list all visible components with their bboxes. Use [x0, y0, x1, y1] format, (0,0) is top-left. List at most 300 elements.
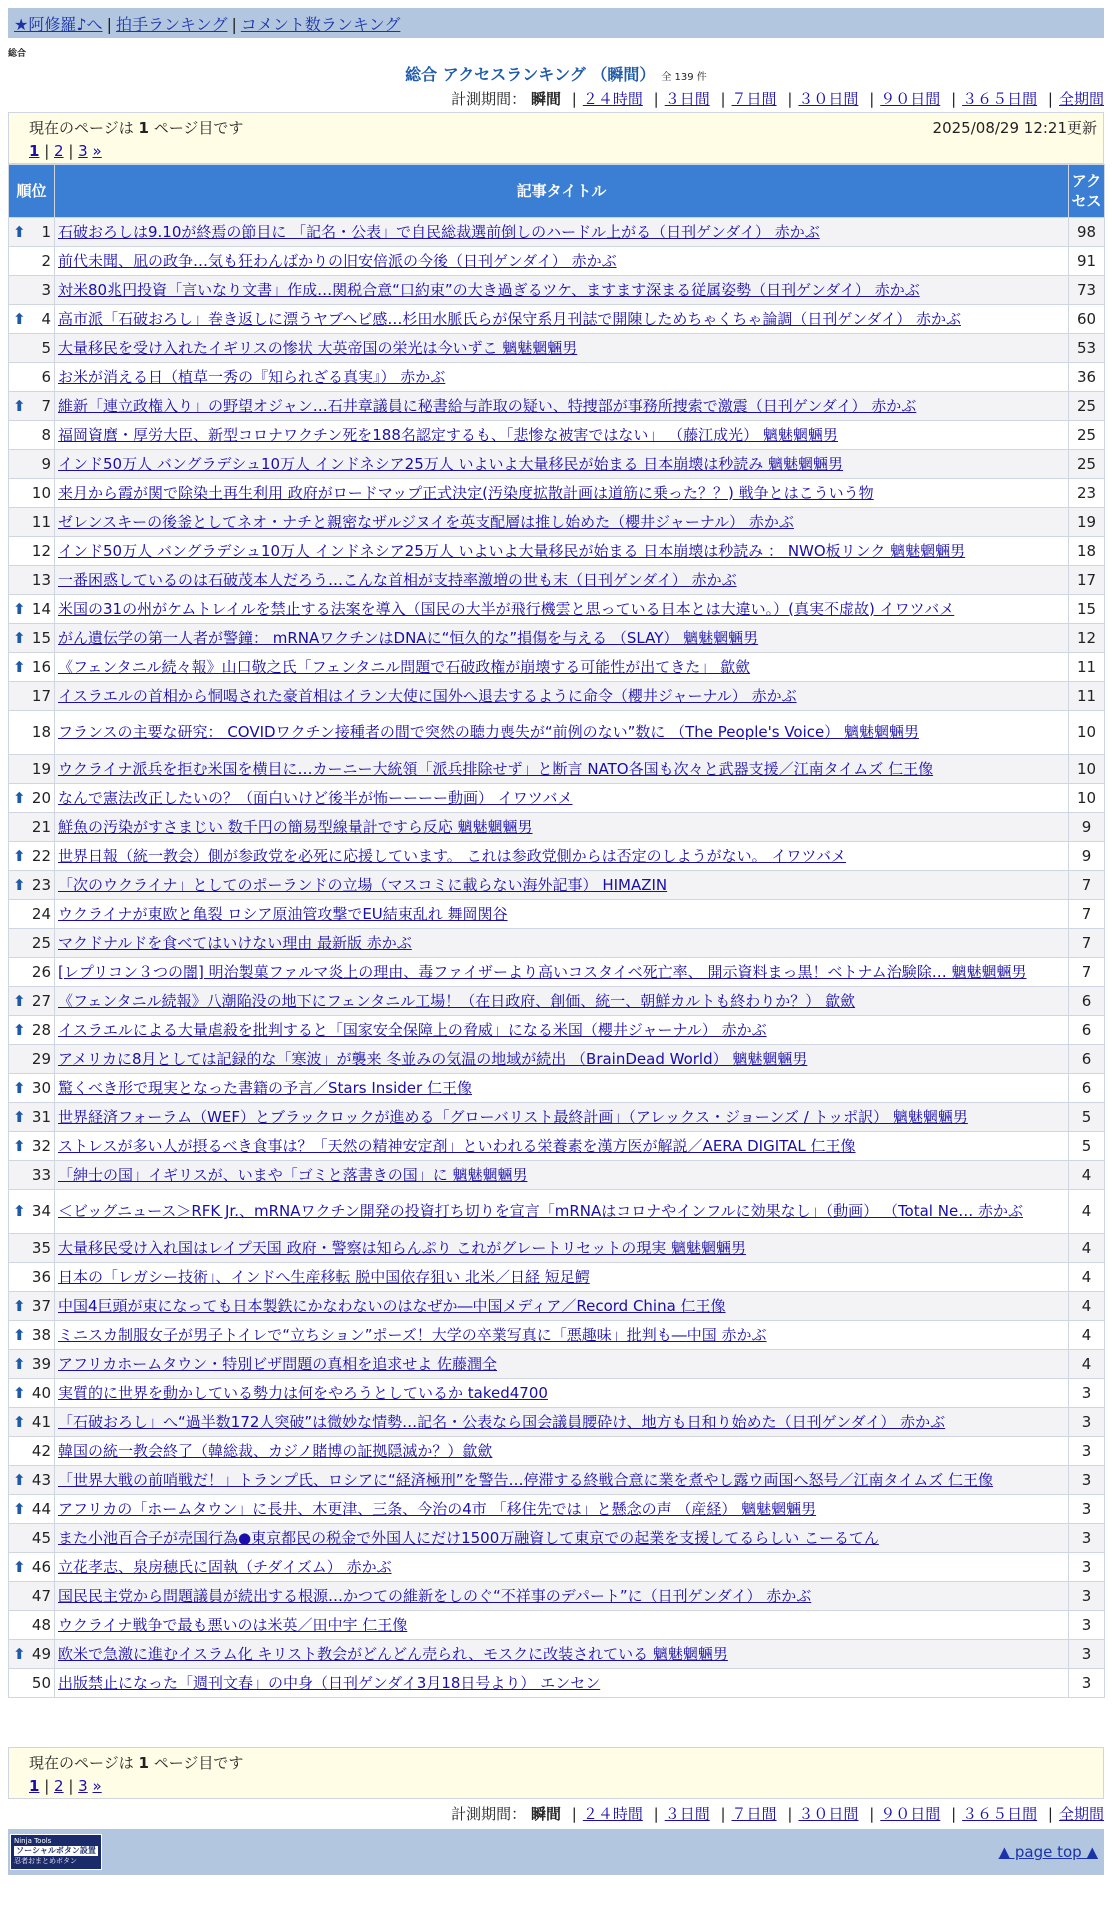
- title-cell: [55, 566, 1069, 595]
- rank-number: 32: [31, 1136, 51, 1155]
- period-option-30d[interactable]: ３０日間: [798, 90, 859, 108]
- page-link-1[interactable]: 1: [29, 142, 40, 160]
- rank-cell: [9, 479, 55, 508]
- title-cell: [55, 1016, 1069, 1045]
- table-row: [9, 1103, 1105, 1132]
- rank-number: 45: [31, 1528, 51, 1547]
- rank-number: 50: [31, 1673, 51, 1692]
- table-row: [9, 1016, 1105, 1045]
- page-link-2[interactable]: 2: [54, 142, 64, 160]
- page-title: 総合 アクセスランキング （瞬間）: [405, 65, 656, 84]
- page-status: 現在のページは 1 ページ目です: [29, 1754, 244, 1772]
- table-row: [9, 929, 1105, 958]
- access-count: 6: [1069, 1045, 1105, 1074]
- rank-up-arrow-icon: ⬆: [13, 1078, 26, 1097]
- title-cell: [55, 1045, 1069, 1074]
- table-row: [9, 1350, 1105, 1379]
- rank-up-arrow-icon: ⬆: [13, 396, 26, 415]
- rank-number: 19: [31, 759, 51, 778]
- rank-cell: [9, 305, 55, 334]
- access-count: 36: [1069, 363, 1105, 392]
- rank-number: 2: [41, 251, 51, 270]
- rank-number: 23: [31, 875, 51, 894]
- title-cell: [55, 305, 1069, 334]
- access-count: 4: [1069, 1161, 1105, 1190]
- rank-cell: [9, 508, 55, 537]
- article-title-link[interactable]: 日本の「レガシー技術」、インドへ生産移転 脱中国依存狙い 北米／日経 短足鰐: [58, 1267, 590, 1286]
- rank-up-arrow-icon: ⬆: [13, 1325, 26, 1344]
- access-count: 25: [1069, 450, 1105, 479]
- rank-number: 31: [31, 1107, 51, 1126]
- access-count: 18: [1069, 537, 1105, 566]
- rank-number: 5: [41, 338, 51, 357]
- table-row: [9, 1437, 1105, 1466]
- article-title-link[interactable]: 《フェンタニル続々報》山口敬之氏「フェンタニル問題で石破政権が崩壊する可能性が出てきた」 歙歛: [58, 657, 751, 676]
- article-title-link[interactable]: インド50万人 バングラデシュ10万人 インドネシア25万人 いよいよ大量移民が始まる 日本崩壊は秒読み ： NWO板リンク 魑魅魍魎男: [58, 541, 966, 560]
- title-cell: [55, 421, 1069, 450]
- rank-cell: [9, 537, 55, 566]
- rank-up-arrow-icon: ⬆: [13, 1557, 26, 1576]
- table-row: [9, 813, 1105, 842]
- access-count: 10: [1069, 755, 1105, 784]
- rank-cell: [9, 1132, 55, 1161]
- table-row: [9, 900, 1105, 929]
- article-title-link[interactable]: 来月から霞が関で除染土再生利用 政府がロードマップ正式決定(汚染度拡散計画は道筋に乗った？？) 戦争とはこういう物: [58, 483, 874, 502]
- rank-up-arrow-icon: ⬆: [13, 1296, 26, 1315]
- rank-number: 43: [31, 1470, 51, 1489]
- rank-cell: [9, 1161, 55, 1190]
- article-title-link[interactable]: アメリカに8月としては記録的な「寒波」が襲来 冬並みの気温の地域が続出 （BrainDead World） 魑魅魍魎男: [58, 1049, 808, 1068]
- rank-cell: [9, 247, 55, 276]
- table-row: [9, 595, 1105, 624]
- title-cell: [55, 1582, 1069, 1611]
- title-cell: [55, 1379, 1069, 1408]
- period-option-30d[interactable]: ３０日間: [798, 1805, 859, 1823]
- article-title-link[interactable]: 「紳士の国」イギリスが、いまや「ゴミと落書きの国」に 魑魅魍魎男: [58, 1165, 528, 1184]
- table-row: [9, 682, 1105, 711]
- article-title-link[interactable]: ウクライナ戦争で最も悪いのは米英／田中宇 仁王像: [58, 1615, 408, 1634]
- rank-up-arrow-icon: ⬆: [13, 657, 26, 676]
- table-row: [9, 871, 1105, 900]
- nav-link-asyura[interactable]: ★阿修羅♪へ: [14, 15, 103, 34]
- access-count: 3: [1069, 1553, 1105, 1582]
- table-row: [9, 392, 1105, 421]
- title-cell: [55, 958, 1069, 987]
- period-option-365d[interactable]: ３６５日間: [962, 90, 1038, 108]
- rank-number: 3: [41, 280, 51, 299]
- article-title-link[interactable]: ミニスカ制服女子が男子トイレで“立ちション”ポーズ！大学の卒業写真に「悪趣味」批判も―中国 赤かぶ: [58, 1325, 767, 1344]
- title-cell: [55, 813, 1069, 842]
- rank-number: 34: [31, 1202, 51, 1220]
- table-row: [9, 1132, 1105, 1161]
- title-cell: [55, 1350, 1069, 1379]
- table-row: [9, 1495, 1105, 1524]
- rank-number: 33: [31, 1165, 51, 1184]
- table-row: [9, 421, 1105, 450]
- top-navigation: [8, 8, 1104, 38]
- rank-up-arrow-icon: ⬆: [13, 628, 26, 647]
- ninja-label: ソーシャルボタン設置: [14, 1846, 98, 1856]
- rank-up-arrow-icon: ⬆: [13, 1107, 26, 1126]
- article-title-link[interactable]: [レプリコン３つの闇] 明治製菓ファルマ炎上の理由、毒ファイザーより高いコスタイベ死亡率、 開示資料まっ黒！ベトナム治験除… 魑魅魍魎男: [58, 962, 1027, 981]
- rank-number: 17: [31, 686, 51, 705]
- table-row: [9, 305, 1105, 334]
- article-title-link[interactable]: なんで憲法改正したいの？（面白いけど後半が怖ーーーー動画） イワツバメ: [58, 788, 573, 807]
- title-cell: [55, 1103, 1069, 1132]
- table-row: [9, 1669, 1105, 1698]
- rank-cell: [9, 1495, 55, 1524]
- access-count: 53: [1069, 334, 1105, 363]
- period-option-3d[interactable]: ３日間: [664, 1805, 710, 1823]
- rank-cell: [9, 1190, 55, 1234]
- article-title-link[interactable]: 立花孝志、泉房穂氏に固執（チダイズム） 赤かぶ: [58, 1557, 392, 1576]
- rank-cell: [9, 1016, 55, 1045]
- period-option-all[interactable]: 全期間: [1058, 1805, 1104, 1823]
- article-title-link[interactable]: フランスの主要な研究： COVIDワクチン接種者の間で突然の聴力喪失が“前例のない”数に （The People's Voice） 魑魅魍魎男: [58, 723, 920, 741]
- period-option-7d[interactable]: ７日間: [731, 1805, 777, 1823]
- rank-cell: [9, 1611, 55, 1640]
- rank-cell: [9, 929, 55, 958]
- rank-number: 11: [31, 512, 51, 531]
- rank-up-arrow-icon: ⬆: [13, 1470, 26, 1489]
- title-cell: [55, 363, 1069, 392]
- rank-number: 41: [31, 1412, 51, 1431]
- access-count: 73: [1069, 276, 1105, 305]
- period-option-3d[interactable]: ３日間: [664, 90, 710, 108]
- article-title-link[interactable]: マクドナルドを食べてはいけない理由 最新版 赤かぶ: [58, 933, 412, 952]
- rank-cell: [9, 813, 55, 842]
- rank-up-arrow-icon: ⬆: [13, 1354, 26, 1373]
- table-row: [9, 276, 1105, 305]
- period-option-all[interactable]: 全期間: [1058, 90, 1104, 108]
- title-cell: [55, 1466, 1069, 1495]
- article-title-link[interactable]: 「次のウクライナ」としてのポーランドの立場（マスコミに載らない海外記事） HIMAZIN: [58, 875, 668, 894]
- period-label: 計測期間：: [451, 90, 527, 108]
- ranking-table: [8, 164, 1105, 1698]
- access-count: 4: [1069, 1321, 1105, 1350]
- rank-up-arrow-icon: ⬆: [13, 222, 26, 241]
- access-count: 6: [1069, 1074, 1105, 1103]
- rank-number: 13: [31, 570, 51, 589]
- rank-up-arrow-icon: ⬆: [13, 875, 26, 894]
- article-title-link[interactable]: 世界経済フォーラム（WEF）とブラックロックが進める「グローバリスト最終計画」（アレックス・ジョーンズ / トッポ訳） 魑魅魍魎男: [58, 1107, 968, 1126]
- rank-cell: [9, 1408, 55, 1437]
- rank-number: 25: [31, 933, 51, 952]
- access-count: 17: [1069, 566, 1105, 595]
- pager-top: [8, 112, 1104, 164]
- rank-cell: [9, 1379, 55, 1408]
- article-title-link[interactable]: 石破おろしは9.10が終焉の節目に 「記名・公表」で自民総裁選前倒しのハードル上がる（日刊ゲンダイ） 赤かぶ: [58, 222, 820, 241]
- table-header-row: [9, 165, 1105, 218]
- rank-number: 40: [31, 1383, 51, 1402]
- table-row: [9, 363, 1105, 392]
- period-current: 瞬間: [530, 90, 561, 108]
- rank-number: 20: [31, 788, 51, 807]
- period-option-24h[interactable]: ２４時間: [582, 1805, 643, 1823]
- page-link-2[interactable]: 2: [54, 1777, 64, 1795]
- table-row: [9, 1640, 1105, 1669]
- title-cell: [55, 247, 1069, 276]
- article-title-link[interactable]: 高市派「石破おろし」巻き返しに漂うヤブヘビ感…杉田水脈氏らが保守系月刊誌で開陳しためちゃくちゃ論調（日刊ゲンダイ） 赤かぶ: [58, 309, 961, 328]
- article-title-link[interactable]: ストレスが多い人が摂るべき食事は？「天然の精神安定剤」といわれる栄養素を漢方医が解説／AERA DIGITAL 仁王像: [58, 1136, 856, 1155]
- article-title-link[interactable]: 韓国の統一教会終了（韓総裁、カジノ賭博の証拠隠滅か？）歙歛: [58, 1441, 493, 1460]
- access-count: 3: [1069, 1437, 1105, 1466]
- access-count: 98: [1069, 218, 1105, 247]
- rank-cell: [9, 566, 55, 595]
- rank-cell: [9, 1669, 55, 1698]
- rank-number: 14: [31, 599, 51, 618]
- rank-number: 27: [31, 991, 51, 1010]
- table-row: [9, 1553, 1105, 1582]
- title-cell: [55, 1292, 1069, 1321]
- table-row: [9, 1408, 1105, 1437]
- rank-number: 7: [41, 396, 51, 415]
- article-title-link[interactable]: 驚くべき形で現実となった書籍の予言／Stars Insider 仁王像: [58, 1078, 472, 1097]
- nav-link-comment-ranking[interactable]: コメント数ランキング: [240, 15, 401, 34]
- access-count: 3: [1069, 1582, 1105, 1611]
- title-cell: [55, 479, 1069, 508]
- article-title-link[interactable]: 「石破おろし」へ“過半数172人突破”は微妙な情勢…記名・公表なら国会議員腰砕け、地方も日和り始めた（日刊ゲンダイ） 赤かぶ: [58, 1412, 946, 1431]
- article-title-link[interactable]: 世界日報（統一教会）側が参政党を必死に応援しています。 これは参政党側からは否定のしようがない。 イワツバメ: [58, 846, 847, 865]
- rank-cell: [9, 711, 55, 755]
- rank-cell: [9, 784, 55, 813]
- category-tag: 総合: [8, 49, 27, 59]
- nav-separator: |: [231, 15, 237, 34]
- access-count: 3: [1069, 1640, 1105, 1669]
- article-title-link[interactable]: イスラエルの首相から恫喝された豪首相はイラン大使に国外へ退去するように命令（櫻井ジャーナル） 赤かぶ: [58, 686, 797, 705]
- period-option-90d[interactable]: ９０日間: [880, 90, 941, 108]
- table-row: [9, 1321, 1105, 1350]
- rank-cell: [9, 1524, 55, 1553]
- article-title-link[interactable]: また小池百合子が売国行為●東京都民の税金で外国人にだけ1500万融資して東京での起業を支援してるらしい こーるてん: [58, 1528, 879, 1547]
- article-title-link[interactable]: アフリカの「ホームタウン」に長井、木更津、三条、今治の4市 「移住先では」と懸念の声 （産経） 魑魅魍魎男: [58, 1499, 817, 1518]
- access-count: 7: [1069, 958, 1105, 987]
- nav-link-applause-ranking[interactable]: 拍手ランキング: [115, 15, 228, 34]
- rank-number: 8: [41, 425, 51, 444]
- rank-up-arrow-icon: ⬆: [13, 309, 26, 328]
- rank-number: 21: [31, 817, 51, 836]
- next-page-link[interactable]: »: [92, 142, 102, 160]
- title-cell: [55, 1640, 1069, 1669]
- rank-cell: [9, 755, 55, 784]
- article-title-link[interactable]: ウクライナ派兵を拒む米国を横目に…カーニー大統領「派兵排除せず」と断言 NATO各国も次々と武器支援／江南タイムズ 仁王像: [58, 759, 934, 778]
- title-cell: [55, 392, 1069, 421]
- period-option-24h[interactable]: ２４時間: [582, 90, 643, 108]
- period-option-7d[interactable]: ７日間: [731, 90, 777, 108]
- article-title-link[interactable]: ウクライナが東欧と亀裂 ロシア原油管攻撃でEU結束乱れ 舞岡関谷: [58, 904, 508, 923]
- title-cell: [55, 929, 1069, 958]
- table-row: [9, 711, 1105, 755]
- title-cell: [55, 784, 1069, 813]
- title-cell: [55, 450, 1069, 479]
- period-option-90d[interactable]: ９０日間: [880, 1805, 941, 1823]
- table-row: [9, 1292, 1105, 1321]
- title-cell: [55, 334, 1069, 363]
- article-title-link[interactable]: 大量移民受け入れ国はレイプ天国 政府・警察は知らんぷり これがグレートリセットの現実 魑魅魍魎男: [58, 1238, 746, 1257]
- article-title-link[interactable]: 実質的に世界を動かしている勢力は何をやろうとしているか taked4700: [58, 1383, 548, 1402]
- footer-bar: [8, 1829, 1104, 1875]
- header-rank: 順位: [9, 165, 55, 218]
- rank-up-arrow-icon: ⬆: [13, 991, 26, 1010]
- rank-cell: [9, 653, 55, 682]
- article-title-link[interactable]: お米が消える日（植草一秀の『知られざる真実』） 赤かぶ: [58, 367, 446, 386]
- rank-cell: [9, 987, 55, 1016]
- article-title-link[interactable]: 大量移民を受け入れたイギリスの惨状 大英帝国の栄光は今いずこ 魑魅魍魎男: [58, 338, 578, 357]
- rank-number: 26: [31, 962, 51, 981]
- rank-up-arrow-icon: ⬆: [13, 1412, 26, 1431]
- rank-up-arrow-icon: ⬆: [13, 846, 26, 865]
- table-row: [9, 334, 1105, 363]
- page-link-3[interactable]: 3: [78, 1777, 88, 1795]
- article-title-link[interactable]: 中国4巨頭が束になっても日本製鉄にかなわないのはなぜか―中国メディア／Record China 仁王像: [58, 1296, 726, 1315]
- rank-number: 42: [31, 1441, 51, 1460]
- access-count: 3: [1069, 1466, 1105, 1495]
- table-row: [9, 1045, 1105, 1074]
- article-title-link[interactable]: 出版禁止になった「週刊文春」の中身（日刊ゲンダイ3月18日号より） エンセン: [58, 1673, 601, 1692]
- access-count: 25: [1069, 392, 1105, 421]
- title-cell: [55, 276, 1069, 305]
- table-row: [9, 1263, 1105, 1292]
- title-cell: [55, 1132, 1069, 1161]
- title-cell: [55, 1495, 1069, 1524]
- access-count: 5: [1069, 1103, 1105, 1132]
- rank-number: 4: [41, 309, 51, 328]
- article-title-link[interactable]: 福岡資麿・厚労大臣、新型コロナワクチン死を188名認定するも、「悲惨な被害ではない」 （藤江成光） 魑魅魍魎男: [58, 425, 838, 444]
- title-cell: [55, 711, 1069, 755]
- rank-up-arrow-icon: ⬆: [13, 1644, 26, 1663]
- article-title-link[interactable]: アフリカホームタウン・特別ビザ問題の真相を追求せよ 佐藤潤全: [58, 1354, 498, 1373]
- access-count: 4: [1069, 1190, 1105, 1234]
- access-count: 4: [1069, 1350, 1105, 1379]
- title-cell: [55, 218, 1069, 247]
- article-title-link[interactable]: 《フェンタニル続報》八潮陥没の地下にフェンタニル工場！（在日政府、創価、統一、朝鮮カルトも終わりか？） 歙歛: [58, 991, 856, 1010]
- rank-cell: [9, 1074, 55, 1103]
- title-cell: [55, 1408, 1069, 1437]
- table-row: [9, 1466, 1105, 1495]
- table-row: [9, 1161, 1105, 1190]
- rank-number: 47: [31, 1586, 51, 1605]
- article-title-link[interactable]: ＜ビッグニュース＞RFK Jr.、mRNAワクチン開発の投資打ち切りを宣言「mRNAはコロナやインフルに効果なし」（動画） （Total Ne… 赤かぶ: [58, 1202, 1023, 1220]
- article-title-link[interactable]: 米国の31の州がケムトレイルを禁止する法案を導入（国民の大半が飛行機雲と思っている日本とは大違い。）(真実不虚故) イワツバメ: [58, 599, 955, 618]
- access-count: 12: [1069, 624, 1105, 653]
- rank-number: 36: [31, 1267, 51, 1286]
- article-title-link[interactable]: 欧米で急激に進むイスラム化 キリスト教会がどんどん売られ、モスクに改装されている 魑魅魍魎男: [58, 1644, 728, 1663]
- rank-cell: [9, 276, 55, 305]
- article-title-link[interactable]: 「世界大戦の前哨戦だ！」トランプ氏、ロシアに“経済極刑”を警告…停滞する終戦合意に業を煮やし露ウ両国へ怒号／江南タイムズ 仁王像: [58, 1470, 994, 1489]
- access-count: 60: [1069, 305, 1105, 334]
- title-cell: [55, 900, 1069, 929]
- table-row: [9, 566, 1105, 595]
- rank-cell: [9, 421, 55, 450]
- rank-cell: [9, 595, 55, 624]
- rank-cell: [9, 682, 55, 711]
- page-link-1[interactable]: 1: [29, 1777, 40, 1795]
- article-title-link[interactable]: がん遺伝学の第一人者が警鐘： mRNAワクチンはDNAに“恒久的な”損傷を与える （SLAY） 魑魅魍魎男: [58, 628, 759, 647]
- access-count: 3: [1069, 1379, 1105, 1408]
- table-row: [9, 842, 1105, 871]
- total-count: 全 139 件: [661, 72, 707, 83]
- access-count: 4: [1069, 1292, 1105, 1321]
- title-cell: [55, 595, 1069, 624]
- table-row: [9, 1611, 1105, 1640]
- rank-up-arrow-icon: ⬆: [13, 788, 26, 807]
- title-cell: [55, 1553, 1069, 1582]
- access-count: 25: [1069, 421, 1105, 450]
- rank-cell: [9, 218, 55, 247]
- rank-up-arrow-icon: ⬆: [13, 1499, 26, 1518]
- title-cell: [55, 1074, 1069, 1103]
- table-row: [9, 1190, 1105, 1234]
- title-cell: [55, 987, 1069, 1016]
- ninja-social-button[interactable]: [10, 1834, 102, 1870]
- article-title-link[interactable]: 国民民主党から問題議員が続出する根源…かつての維新をしのぐ“不祥事のデパート”に（日刊ゲンダイ） 赤かぶ: [58, 1586, 812, 1605]
- rank-cell: [9, 842, 55, 871]
- rank-number: 35: [31, 1238, 51, 1257]
- pager-bottom: [8, 1747, 1104, 1799]
- header-title: 記事タイトル: [55, 165, 1069, 218]
- title-cell: [55, 1437, 1069, 1466]
- title-cell: [55, 1669, 1069, 1698]
- rank-cell: [9, 392, 55, 421]
- table-row: [9, 987, 1105, 1016]
- article-title-link[interactable]: 対米80兆円投資「言いなり文書」作成…関税合意“口約束”の大き過ぎるツケ、ますます深まる従属姿勢（日刊ゲンダイ） 赤かぶ: [58, 280, 920, 299]
- title-cell: [55, 1190, 1069, 1234]
- table-row: [9, 784, 1105, 813]
- access-count: 19: [1069, 508, 1105, 537]
- ninja-sub: 忍者おまとめボタン: [14, 1856, 77, 1865]
- rank-cell: [9, 958, 55, 987]
- access-count: 3: [1069, 1495, 1105, 1524]
- access-count: 7: [1069, 871, 1105, 900]
- access-count: 10: [1069, 711, 1105, 755]
- rank-number: 10: [31, 483, 51, 502]
- article-title-link[interactable]: イスラエルによる大量虐殺を批判すると「国家安全保障上の脅威」になる米国（櫻井ジャーナル） 赤かぶ: [58, 1020, 767, 1039]
- rank-number: 6: [41, 367, 51, 386]
- rank-number: 1: [41, 222, 51, 241]
- rank-number: 29: [31, 1049, 51, 1068]
- access-count: 9: [1069, 813, 1105, 842]
- rank-cell: [9, 900, 55, 929]
- title-cell: [55, 1161, 1069, 1190]
- access-count: 91: [1069, 247, 1105, 276]
- updated-timestamp: 2025/08/29 12:21更新: [932, 119, 1097, 137]
- ranking-rows: [9, 218, 1105, 1698]
- period-option-365d[interactable]: ３６５日間: [962, 1805, 1038, 1823]
- title-cell: [55, 842, 1069, 871]
- period-selector-bottom: 計測期間： 瞬間 | ２４時間 | ３日間 | ７日間 | ３０日間 | ９０日間 | ３６５日間 | 全期間: [451, 1805, 1104, 1823]
- rank-up-arrow-icon: ⬆: [13, 1383, 26, 1402]
- rank-cell: [9, 1263, 55, 1292]
- rank-cell: [9, 1321, 55, 1350]
- article-title-link[interactable]: 一番困惑しているのは石破茂本人だろう…こんな首相が支持率激増の世も末（日刊ゲンダイ） 赤かぶ: [58, 570, 737, 589]
- rank-cell: [9, 871, 55, 900]
- next-page-link[interactable]: »: [92, 1777, 102, 1795]
- article-title-link[interactable]: 鮮魚の汚染がすさまじい 数千円の簡易型線量計ですら反応 魑魅魍魎男: [58, 817, 533, 836]
- article-title-link[interactable]: 前代未聞、凪の政争…気も狂わんばかりの旧安倍派の今後（日刊ゲンダイ） 赤かぶ: [58, 251, 617, 270]
- table-row: [9, 479, 1105, 508]
- article-title-link[interactable]: インド50万人 バングラデシュ10万人 インドネシア25万人 いよいよ大量移民が始まる 日本崩壊は秒読み 魑魅魍魎男: [58, 454, 844, 473]
- page-link-3[interactable]: 3: [78, 142, 88, 160]
- article-title-link[interactable]: 維新「連立政権入り」の野望オジャン…石井章議員に秘書給与詐取の疑い、特捜部が事務所捜索で激震（日刊ゲンダイ） 赤かぶ: [58, 396, 917, 415]
- article-title-link[interactable]: ゼレンスキーの後釜としてネオ・ナチと親密なザルジヌイを英支配層は推し始めた（櫻井ジャーナル） 赤かぶ: [58, 512, 794, 531]
- nav-separator: |: [106, 15, 112, 34]
- access-count: 9: [1069, 842, 1105, 871]
- ninja-brand: Ninja Tools: [14, 1837, 52, 1845]
- title-cell: [55, 1611, 1069, 1640]
- rank-cell: [9, 450, 55, 479]
- page-top-link[interactable]: ▲ page top ▲: [998, 1843, 1098, 1861]
- table-row: [9, 1074, 1105, 1103]
